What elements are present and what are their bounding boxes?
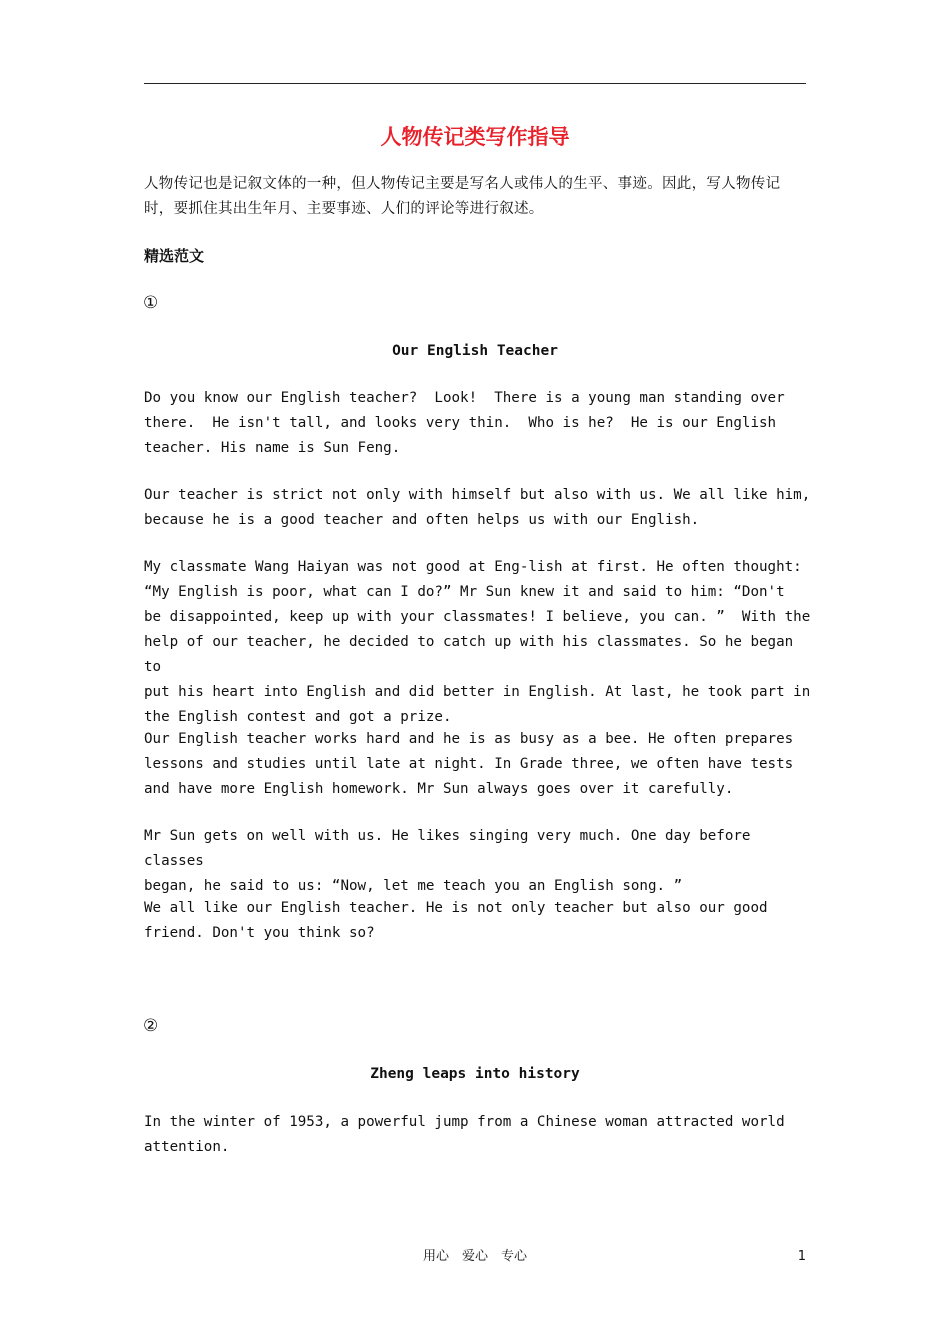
essay-number-1: ①	[143, 293, 159, 313]
essay2-paragraph-1: In the winter of 1953, a powerful jump from a Chinese woman attracted world attention.	[144, 1114, 785, 1155]
header-rule	[144, 83, 806, 84]
essay1-paragraph-5: Mr Sun gets on well with us. He likes singing very much. One day before classes began, he said to us: “Now, let me teach you an English song. ”	[144, 828, 751, 894]
intro-paragraph: 人物传记也是记叙文体的一种，但人物传记主要是写名人或伟人的生平、事迹。因此，写人物传记时，要抓住其出生年月、主要事迹、人们的评论等进行叙述。	[144, 176, 781, 217]
footer-motto: 用心 爱心 专心	[422, 1249, 527, 1264]
section-label: 精选范文	[144, 247, 205, 265]
document-title: 人物传记类写作指导	[380, 125, 570, 149]
essay1-paragraph-2: Our teacher is strict not only with himself but also with us. We all like him, because he is a good teacher and often helps us with our English.	[144, 487, 811, 528]
page-number: 1	[797, 1249, 806, 1264]
essay-title-2: Zheng leaps into history	[370, 1066, 580, 1082]
essay1-paragraph-6: We all like our English teacher. He is not only teacher but also our good friend. Don't you think so?	[144, 900, 768, 941]
essay-number-2: ②	[143, 1016, 159, 1036]
essay1-paragraph-1: Do you know our English teacher? Look! There is a young man standing over there. He isn't tall, and looks very thin. Who is he? He is our English teacher. His name is Sun Feng.	[144, 390, 785, 456]
essay1-paragraph-4: Our English teacher works hard and he is as busy as a bee. He often prepares lessons and studies until late at night. In Grade three, we often have tests and have more English homework. Mr Sun always goes over it carefully.	[144, 731, 794, 797]
essay-title-1: Our English Teacher	[392, 343, 558, 359]
essay1-paragraph-3: My classmate Wang Haiyan was not good at Eng-lish at first. He often thought: “My English is poor, what can I do?” Mr Sun knew it and said to him: “Don't be disappointed, keep up with your classmates! I believe, you can. ” With the help of our teacher, he decided to catch up with his classmates. So he began to put his heart into English and did better in English. At last, he took part in the English contest and got a prize.	[144, 559, 811, 725]
